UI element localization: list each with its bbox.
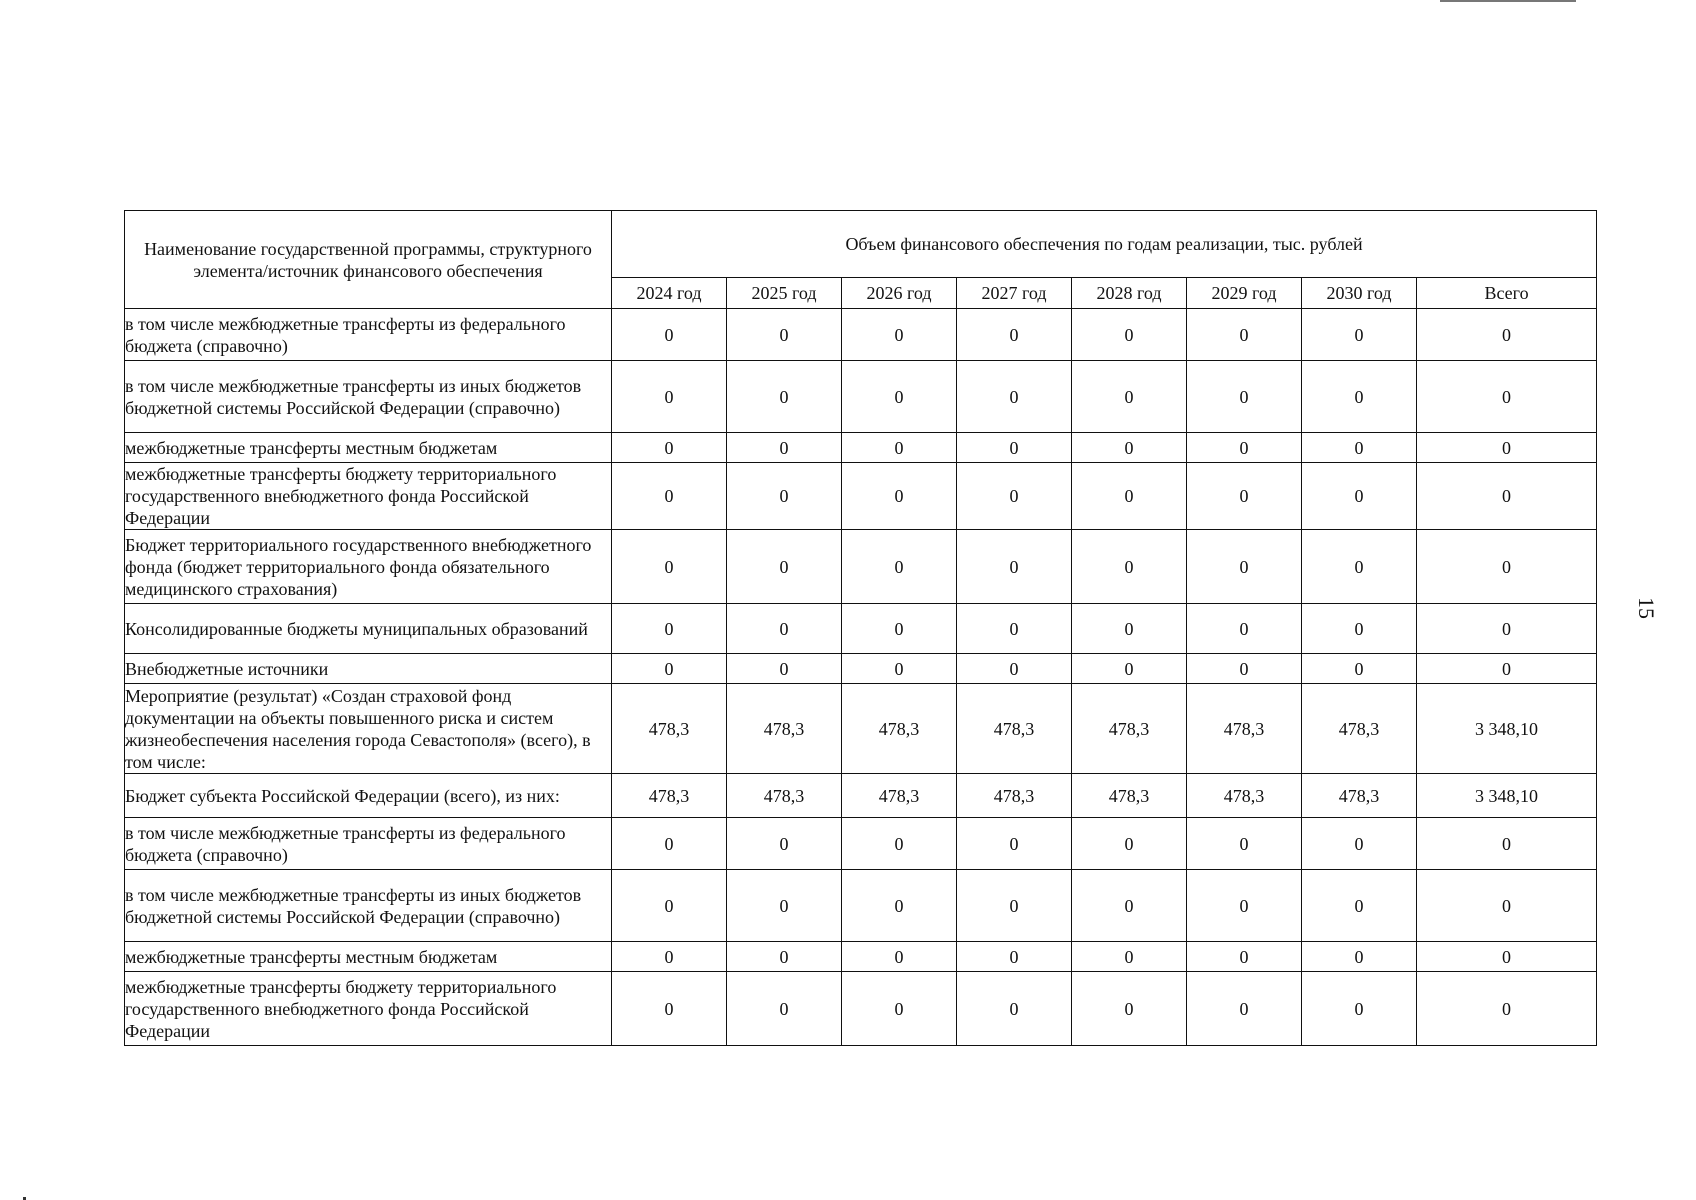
cell-value: 0	[612, 870, 727, 942]
cell-value: 0	[1302, 870, 1417, 942]
cell-value: 0	[612, 604, 727, 654]
cell-value: 0	[957, 309, 1072, 361]
cell-value: 0	[727, 433, 842, 463]
cell-value: 0	[727, 818, 842, 870]
table-row	[125, 530, 1597, 604]
cell-value: 0	[957, 463, 1072, 530]
cell-value: 0	[842, 654, 957, 684]
cell-total: 0	[1417, 942, 1597, 972]
cell-value: 0	[1302, 942, 1417, 972]
cell-value: 0	[612, 942, 727, 972]
table-row	[125, 942, 1597, 972]
cell-value: 0	[1187, 972, 1302, 1046]
cell-value: 0	[957, 604, 1072, 654]
table-row	[125, 463, 1597, 530]
cell-value: 0	[612, 463, 727, 530]
cell-value: 0	[1072, 972, 1187, 1046]
cell-value: 478,3	[727, 774, 842, 818]
cell-total: 0	[1417, 433, 1597, 463]
cell-value: 0	[1302, 604, 1417, 654]
cell-value: 0	[842, 361, 957, 433]
cell-value: 0	[842, 433, 957, 463]
cell-value: 0	[1302, 463, 1417, 530]
cell-value: 0	[727, 463, 842, 530]
row-label: межбюджетные трансферты местным бюджетам	[125, 942, 612, 972]
row-label: Консолидированные бюджеты муниципальных образований	[125, 604, 612, 654]
cell-value: 0	[842, 604, 957, 654]
cell-value: 0	[727, 361, 842, 433]
cell-value: 478,3	[612, 684, 727, 774]
row-label: межбюджетные трансферты бюджету территориального государственного внебюджетного фонда Российской Федерации	[125, 463, 612, 530]
cell-total: 0	[1417, 818, 1597, 870]
table-row	[125, 309, 1597, 361]
row-label: Бюджет территориального государственного внебюджетного фонда (бюджет территориального фонда обязательного медицинского страхования)	[125, 530, 612, 604]
financing-table	[124, 210, 1597, 1046]
cell-value: 478,3	[1072, 684, 1187, 774]
row-label: в том числе межбюджетные трансферты из иных бюджетов бюджетной системы Российской Федерации (справочно)	[125, 870, 612, 942]
cell-value: 0	[612, 433, 727, 463]
cell-value: 478,3	[1187, 774, 1302, 818]
cell-value: 0	[1187, 463, 1302, 530]
cell-value: 0	[957, 433, 1072, 463]
cell-value: 0	[1072, 530, 1187, 604]
cell-value: 0	[1072, 433, 1187, 463]
cell-value: 0	[842, 530, 957, 604]
cell-total: 3 348,10	[1417, 684, 1597, 774]
row-label: в том числе межбюджетные трансферты из федерального бюджета (справочно)	[125, 309, 612, 361]
cell-value: 0	[612, 361, 727, 433]
cell-total: 0	[1417, 604, 1597, 654]
table-row	[125, 684, 1597, 774]
cell-value: 0	[612, 309, 727, 361]
cell-value: 478,3	[1302, 774, 1417, 818]
table-row	[125, 870, 1597, 942]
cell-value: 0	[1187, 433, 1302, 463]
cell-total: 0	[1417, 870, 1597, 942]
cell-value: 478,3	[1187, 684, 1302, 774]
cell-value: 0	[727, 530, 842, 604]
column-header-2025: 2025 год	[727, 278, 842, 309]
cell-value: 0	[727, 942, 842, 972]
row-label: в том числе межбюджетные трансферты из иных бюджетов бюджетной системы Российской Федерации (справочно)	[125, 361, 612, 433]
cell-value: 0	[1302, 361, 1417, 433]
cell-value: 0	[1187, 942, 1302, 972]
cell-value: 0	[1187, 530, 1302, 604]
cell-value: 478,3	[842, 774, 957, 818]
table-row	[125, 433, 1597, 463]
cell-total: 0	[1417, 309, 1597, 361]
top-edge-rule	[1440, 0, 1576, 2]
cell-value: 0	[1187, 870, 1302, 942]
cell-value: 478,3	[612, 774, 727, 818]
cell-value: 0	[1072, 463, 1187, 530]
cell-value: 478,3	[842, 684, 957, 774]
cell-value: 0	[727, 654, 842, 684]
column-header-2024: 2024 год	[612, 278, 727, 309]
cell-value: 478,3	[1072, 774, 1187, 818]
cell-value: 0	[727, 604, 842, 654]
row-label: межбюджетные трансферты бюджету территориального государственного внебюджетного фонда Российской Федерации	[125, 972, 612, 1046]
column-header-2028: 2028 год	[1072, 278, 1187, 309]
cell-value: 0	[727, 972, 842, 1046]
column-header-2026: 2026 год	[842, 278, 957, 309]
column-header-2029: 2029 год	[1187, 278, 1302, 309]
cell-value: 0	[1072, 654, 1187, 684]
cell-value: 0	[727, 870, 842, 942]
cell-value: 0	[612, 654, 727, 684]
cell-value: 0	[1072, 604, 1187, 654]
row-label: Бюджет субъекта Российской Федерации (всего), из них:	[125, 774, 612, 818]
cell-value: 0	[1072, 309, 1187, 361]
cell-value: 0	[957, 942, 1072, 972]
table-row	[125, 818, 1597, 870]
cell-value: 478,3	[727, 684, 842, 774]
cell-value: 0	[957, 530, 1072, 604]
cell-value: 0	[842, 870, 957, 942]
cell-value: 478,3	[957, 684, 1072, 774]
table-row	[125, 774, 1597, 818]
cell-value: 0	[612, 530, 727, 604]
column-header-name: Наименование государственной программы, структурного элемента/источник финансового обеспечения	[125, 211, 612, 309]
column-header-total: Всего	[1417, 278, 1597, 309]
cell-value: 0	[957, 818, 1072, 870]
row-label: в том числе межбюджетные трансферты из федерального бюджета (справочно)	[125, 818, 612, 870]
row-label: Внебюджетные источники	[125, 654, 612, 684]
cell-value: 478,3	[957, 774, 1072, 818]
page-number: 15	[1634, 597, 1659, 619]
cell-value: 0	[957, 361, 1072, 433]
row-label: межбюджетные трансферты местным бюджетам	[125, 433, 612, 463]
cell-value: 0	[1072, 870, 1187, 942]
cell-value: 0	[1187, 654, 1302, 684]
cell-total: 0	[1417, 361, 1597, 433]
cell-value: 0	[957, 972, 1072, 1046]
column-group-header: Объем финансового обеспечения по годам реализации, тыс. рублей	[612, 211, 1597, 278]
cell-total: 0	[1417, 654, 1597, 684]
cell-value: 0	[1302, 433, 1417, 463]
cell-value: 0	[612, 972, 727, 1046]
cell-total: 3 348,10	[1417, 774, 1597, 818]
column-header-2027: 2027 год	[957, 278, 1072, 309]
table-row	[125, 361, 1597, 433]
cell-value: 0	[1302, 530, 1417, 604]
cell-value: 0	[842, 818, 957, 870]
cell-value: 0	[1072, 818, 1187, 870]
cell-total: 0	[1417, 972, 1597, 1046]
cell-value: 0	[1072, 361, 1187, 433]
cell-value: 0	[1302, 309, 1417, 361]
cell-value: 0	[957, 870, 1072, 942]
cell-value: 0	[1302, 818, 1417, 870]
table-row	[125, 972, 1597, 1046]
cell-value: 0	[1187, 309, 1302, 361]
cell-value: 0	[842, 309, 957, 361]
cell-value: 0	[1302, 654, 1417, 684]
cell-value: 0	[1187, 361, 1302, 433]
cell-value: 0	[1187, 818, 1302, 870]
cell-value: 0	[957, 654, 1072, 684]
cell-value: 478,3	[1302, 684, 1417, 774]
cell-value: 0	[1302, 972, 1417, 1046]
cell-value: 0	[727, 309, 842, 361]
table-row	[125, 604, 1597, 654]
cell-value: 0	[842, 972, 957, 1046]
table-row	[125, 654, 1597, 684]
cell-total: 0	[1417, 530, 1597, 604]
column-header-2030: 2030 год	[1302, 278, 1417, 309]
table-body	[125, 309, 1597, 1046]
cell-value: 0	[842, 942, 957, 972]
cell-value: 0	[1072, 942, 1187, 972]
cell-value: 0	[842, 463, 957, 530]
row-label: Мероприятие (результат) «Создан страховой фонд документации на объекты повышенного риска и систем жизнеобеспечения населения города Севастополя» (всего), в том числе:	[125, 684, 612, 774]
cell-value: 0	[1187, 604, 1302, 654]
cell-total: 0	[1417, 463, 1597, 530]
cell-value: 0	[612, 818, 727, 870]
